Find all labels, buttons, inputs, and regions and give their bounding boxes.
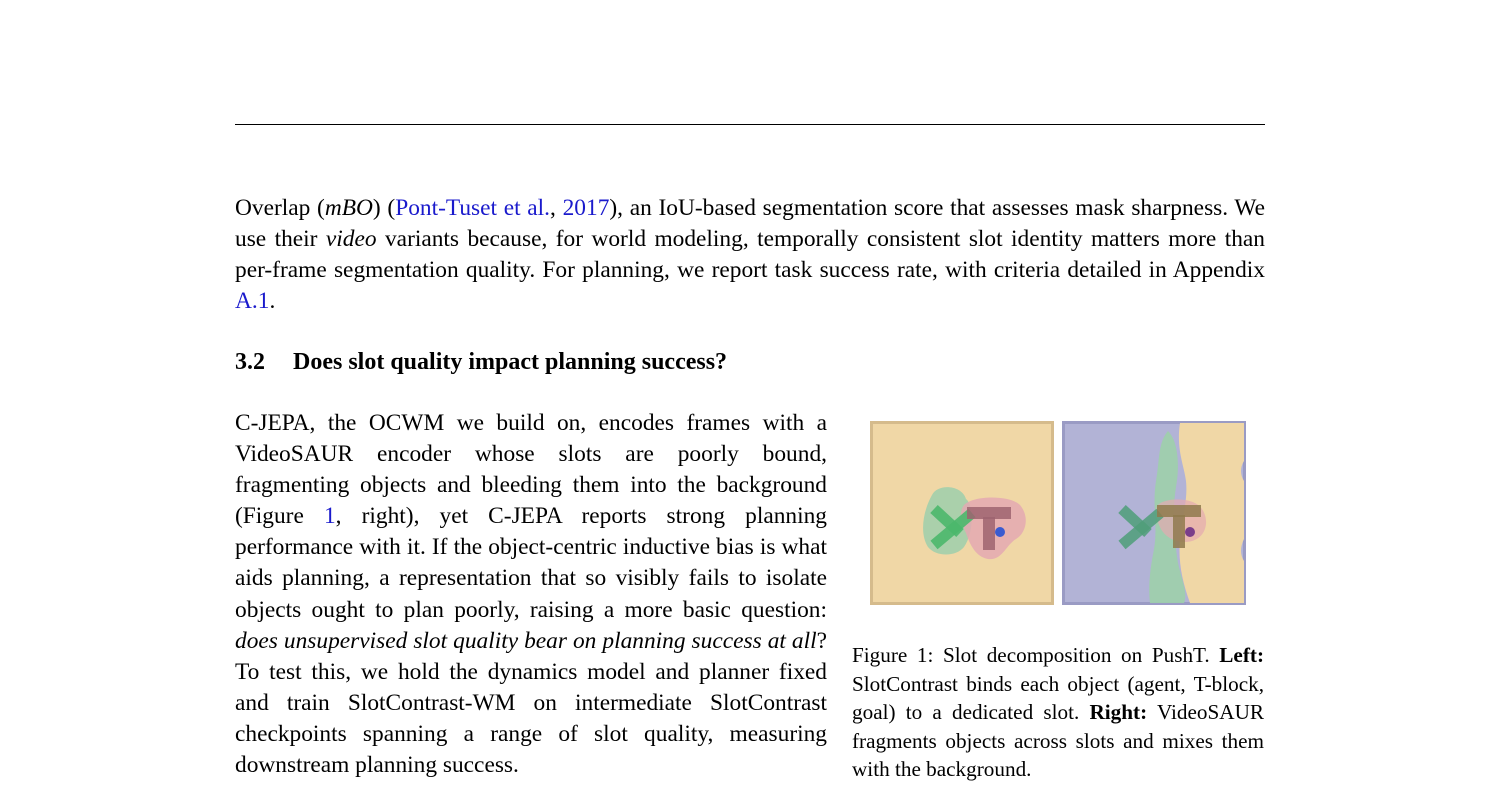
text-span: VideoSAUR fragments objects across slots and mixes them with the background. bbox=[852, 700, 1265, 782]
text-span: ) ( bbox=[372, 195, 396, 221]
text-span: , right), yet C-JEPA reports strong planning performance with it. If the object-centric inductive bias is what aids planning, a representation that so visibly fails to isolate objects ought to plan poorly, raising a more basic question: bbox=[235, 503, 827, 623]
figure-ref-link[interactable]: 1 bbox=[323, 503, 336, 530]
caption-right-label: Right: bbox=[1089, 700, 1148, 725]
key-question: does unsupervised slot quality bear on planning success at all bbox=[235, 627, 817, 654]
text-span: variants because, for world modeling, temporally consistent slot identity matters more than per-frame segmentation quality. For planning, we report task success rate, with criteria detailed in Appendix bbox=[235, 226, 1265, 284]
header-rule bbox=[235, 124, 1265, 125]
text-span: ? To test this, we hold the dynamics model and planner fixed and train SlotContrast-WM on intermediate SlotContrast checkpoints spanning a range of slot quality, measuring downstream planning success. bbox=[235, 627, 827, 779]
caption-left-label: Left: bbox=[1219, 643, 1264, 667]
citation-link-year[interactable]: 2017 bbox=[562, 195, 610, 221]
text-span: ), an IoU-based segmentation score that assesses mask sharpness. We use their bbox=[235, 195, 1265, 253]
citation-link-authors[interactable]: Pont-Tuset et al. bbox=[395, 195, 551, 221]
text-span: . bbox=[269, 288, 276, 315]
text-span: Overlap ( bbox=[235, 195, 325, 221]
text-span: , bbox=[550, 195, 563, 221]
intro-paragraph bbox=[235, 193, 1265, 317]
slotcontrast-panel bbox=[870, 421, 1054, 606]
section-body-paragraph bbox=[235, 408, 827, 781]
videosaur-panel bbox=[1062, 421, 1246, 606]
figure-1 bbox=[870, 421, 1248, 608]
figure-caption bbox=[852, 641, 1264, 784]
appendix-link[interactable]: A.1 bbox=[235, 288, 270, 315]
mbo-term: mBO bbox=[324, 195, 373, 221]
text-span: C-JEPA, the OCWM we build on, encodes frames with a VideoSAUR encoder whose slots are poorly bound, fragmenting objects and bleeding them into the background (Figure bbox=[235, 410, 827, 530]
caption-lead: Figure 1: bbox=[852, 643, 934, 667]
video-term: video bbox=[325, 226, 377, 253]
text-span: Slot decomposition on PushT. bbox=[933, 643, 1220, 667]
section-number: 3.2 bbox=[235, 349, 265, 375]
text-span: SlotContrast binds each object (agent, T-block, goal) to a dedicated slot. bbox=[852, 671, 1264, 725]
section-heading bbox=[235, 349, 727, 376]
section-title: Does slot quality impact planning success? bbox=[293, 349, 728, 375]
